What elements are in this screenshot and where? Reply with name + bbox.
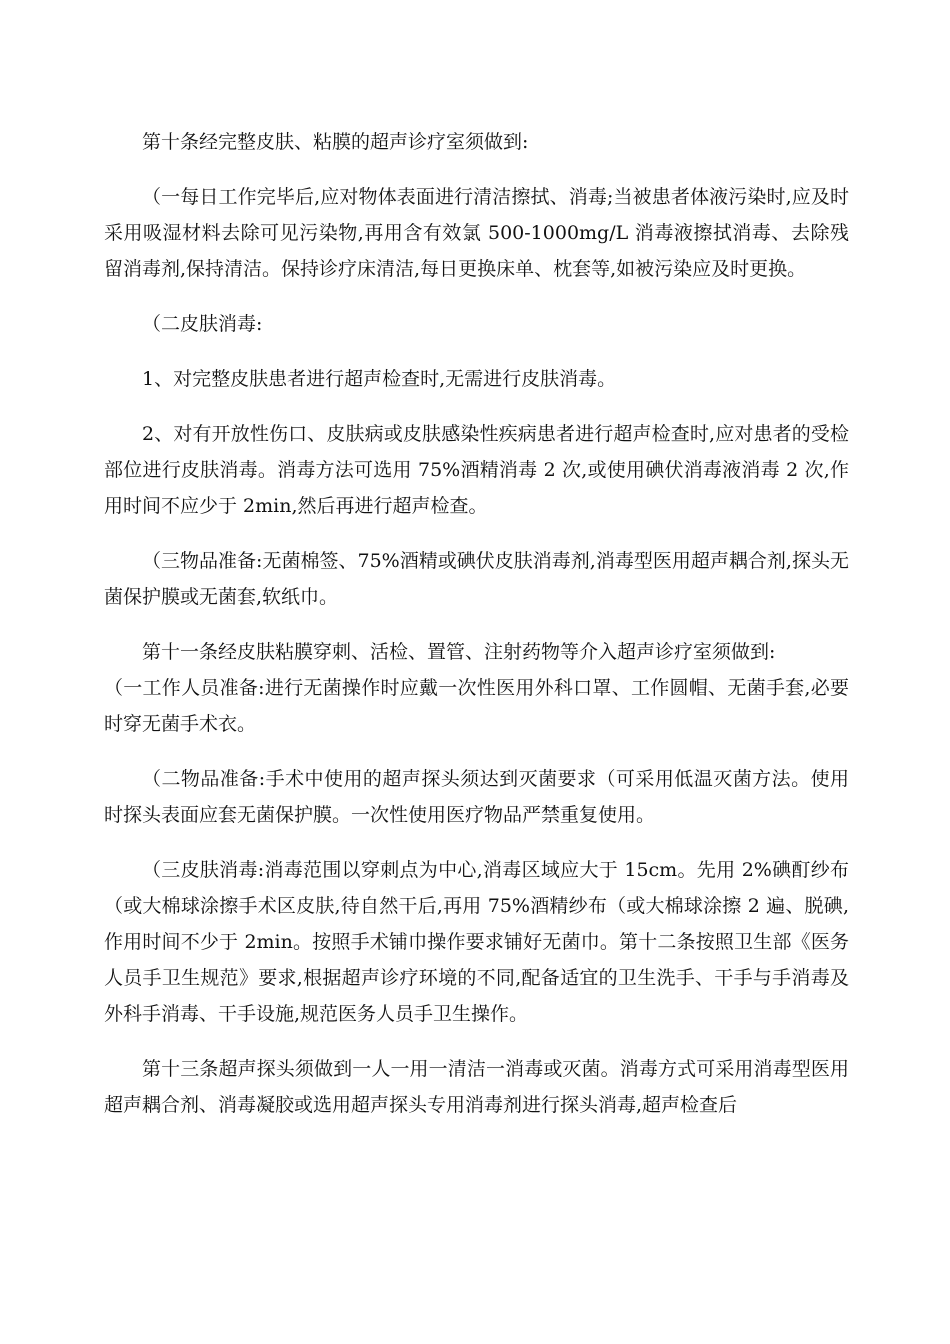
paragraph-intact-skin: 1、对完整皮肤患者进行超声检查时,无需进行皮肤消毒。 — [142, 368, 617, 390]
paragraph-supplies: （三物品准备:无菌棉签、75%酒精或碘伏皮肤消毒剂,消毒型医用超声耦合剂,探头无菌保护膜或无菌套,软纸巾。 — [104, 550, 849, 608]
paragraph-skin-disinfection-heading: （二皮肤消毒: — [142, 313, 263, 335]
paragraph-daily-cleaning: （一每日工作完毕后,应对物体表面进行清洁擦拭、消毒;当被患者体液污染时,应及时采用吸湿材料去除可见污染物,再用含有效氯 500-1000mg/L 消毒液擦拭消毒、去除残留消毒剂,保持清洁。保持诊疗床清洁,每日更换床单、枕套等,如被污染应及时更换。 — [104, 186, 849, 280]
paragraph-item-preparation: （二物品准备:手术中使用的超声探头须达到灭菌要求（可采用低温灭菌方法。使用时探头表面应套无菌保护膜。一次性使用医疗物品严禁重复使用。 — [104, 768, 849, 826]
paragraph-article-10: 第十条经完整皮肤、粘膜的超声诊疗室须做到: — [142, 131, 529, 153]
paragraph-article-11: 第十一条经皮肤粘膜穿刺、活检、置管、注射药物等介入超声诊疗室须做到: — [142, 641, 776, 663]
paragraph-open-wound: 2、对有开放性伤口、皮肤病或皮肤感染性疾病患者进行超声检查时,应对患者的受检部位进行皮肤消毒。消毒方法可选用 75%酒精消毒 2 次,或使用碘伏消毒液消毒 2 次,作用时间不应少于 2min,然后再进行超声检查。 — [104, 423, 849, 517]
paragraph-staff-preparation: （一工作人员准备:进行无菌操作时应戴一次性医用外科口罩、工作圆帽、无菌手套,必要时穿无菌手术衣。 — [104, 677, 849, 735]
document-body — [104, 124, 849, 1142]
paragraph-article-13: 第十三条超声探头须做到一人一用一清洁一消毒或灭菌。消毒方式可采用消毒型医用超声耦合剂、消毒凝胶或选用超声探头专用消毒剂进行探头消毒,超声检查后 — [104, 1058, 849, 1116]
paragraph-skin-disinfection-procedure: （三皮肤消毒:消毒范围以穿刺点为中心,消毒区域应大于 15cm。先用 2%碘酊纱布（或大棉球涂擦手术区皮肤,待自然干后,再用 75%酒精纱布（或大棉球涂擦 2 遍、脱碘,作用时间不少于 2min。按照手术铺巾操作要求铺好无菌巾。第十二条按照卫生部《医务人员手卫生规范》要求,根据超声诊疗环境的不同,配备适宜的卫生洗手、干手与手消毒及外科手消毒、干手设施,规范医务人员手卫生操作。 — [104, 859, 849, 1025]
